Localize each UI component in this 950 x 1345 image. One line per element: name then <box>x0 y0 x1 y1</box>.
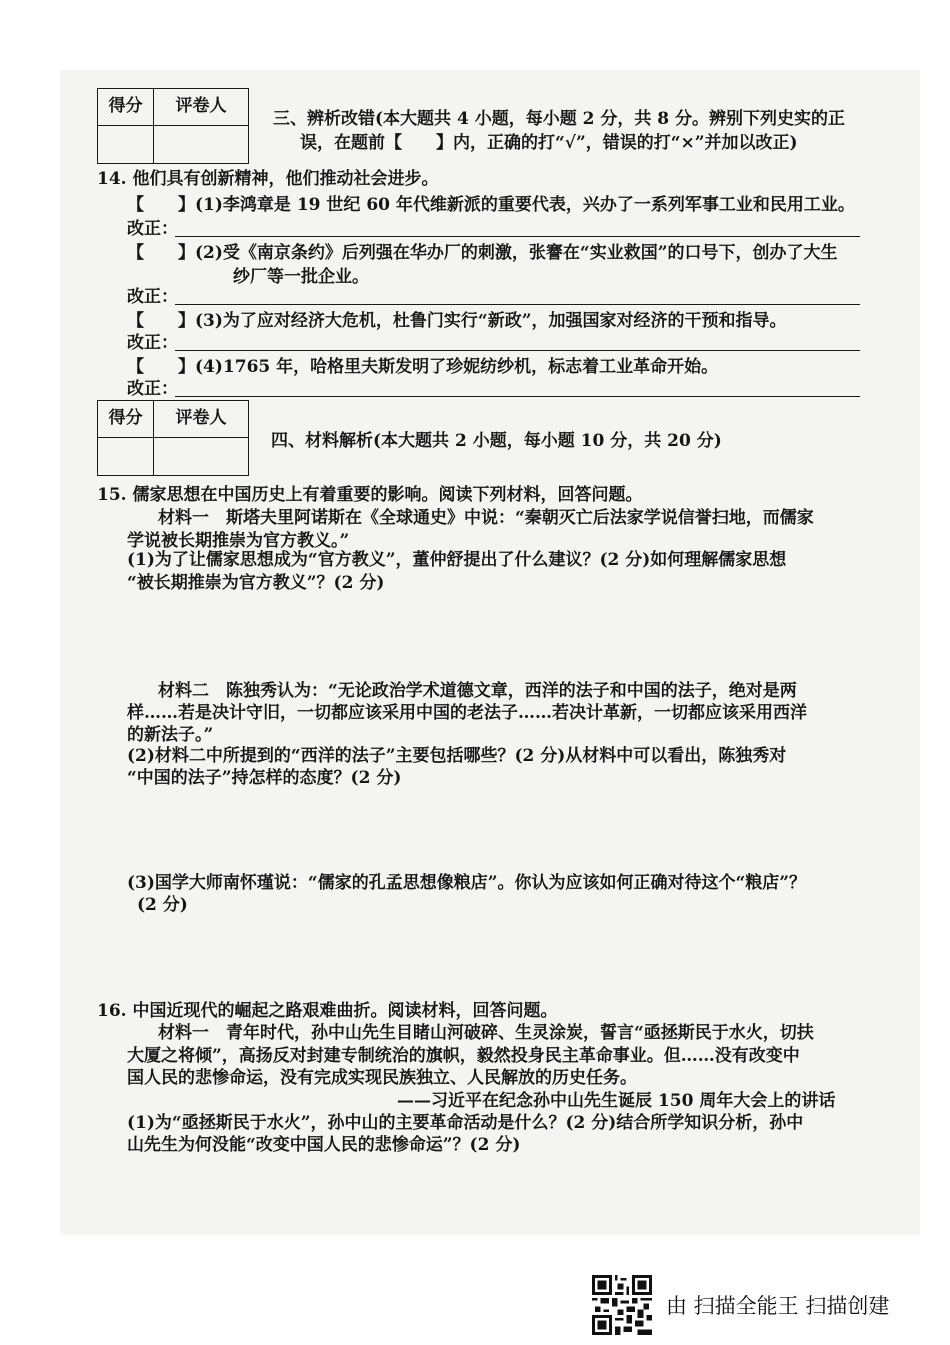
q14-stem: 14. 他们具有创新精神，他们推动社会进步。 <box>97 169 439 189</box>
grader-label-cell: 评卷人 <box>154 89 248 126</box>
q14-item-2: 【 】(2)受《南京条约》后列强在华办厂的刺激，张謇在“实业救国”的口号下，创办了大生 <box>127 243 838 263</box>
q14-fix-label-1: 改正： <box>127 219 178 239</box>
score-box-section4 <box>97 400 249 476</box>
q14-item-4: 【 】(4)1765 年，哈格里夫斯发明了珍妮纺纱机，标志着工业革命开始。 <box>127 357 719 377</box>
q15-material2-line2: 样……若是决计守旧，一切都应该采用中国的老法子……若决计革新，一切都应该采用西洋 <box>127 703 807 723</box>
q15-question1-line2: “被长期推崇为官方教义”？(2 分) <box>127 573 385 593</box>
q14-answer-line-1[interactable] <box>175 236 860 237</box>
q16-material1-line2: 大厦之将倾”，高扬反对封建专制统治的旗帜，毅然投身民主革命事业。但……没有改变中 <box>127 1046 800 1066</box>
q15-question1-line1: (1)为了让儒家思想成为“官方教义”，董仲舒提出了什么建议？(2 分)如何理解儒家思想 <box>127 550 787 570</box>
q14-item-1: 【 】(1)李鸿章是 19 世纪 60 年代维新派的重要代表，兴办了一系列军事工业和民用工业。 <box>127 195 855 215</box>
q16-stem: 16. 中国近现代的崛起之路艰难曲折。阅读材料，回答问题。 <box>97 1001 558 1021</box>
q15-material2-line1: 材料二 陈独秀认为：“无论政治学术道德文章，西洋的法子和中国的法子，绝对是两 <box>158 681 797 701</box>
score-value-cell[interactable] <box>98 438 154 475</box>
score-label-cell: 得分 <box>98 401 154 438</box>
grader-value-cell[interactable] <box>154 438 248 475</box>
q14-answer-line-3[interactable] <box>175 350 860 351</box>
q15-question3-line1: (3)国学大师南怀瑾说：“儒家的孔孟思想像粮店”。你认为应该如何正确对待这个“粮店”？ <box>127 873 807 893</box>
q16-source: ——习近平在纪念孙中山先生诞辰 150 周年大会上的讲话 <box>397 1091 836 1111</box>
section3-title-line1: 三、辨析改错(本大题共 4 小题，每小题 2 分，共 8 分。辨别下列史实的正 <box>273 109 846 129</box>
q14-fix-label-2: 改正： <box>127 287 178 307</box>
q14-item-3: 【 】(3)为了应对经济大危机，杜鲁门实行“新政”，加强国家对经济的干预和指导。 <box>127 311 787 331</box>
q14-item-2-cont: 纱厂等一批企业。 <box>233 267 369 287</box>
q15-question2-line2: “中国的法子”持怎样的态度？(2 分) <box>127 768 402 788</box>
scanner-watermark-text: 由 扫描全能王 扫描创建 <box>666 1294 890 1318</box>
grader-value-cell[interactable] <box>154 126 248 163</box>
q14-answer-line-2[interactable] <box>175 304 860 305</box>
score-label-cell: 得分 <box>98 89 154 126</box>
q16-question1-line1: (1)为“亟拯斯民于水火”，孙中山的主要革命活动是什么？(2 分)结合所学知识分析，孙中 <box>127 1113 804 1133</box>
section4-title: 四、材料解析(本大题共 2 小题，每小题 10 分，共 20 分) <box>271 431 722 451</box>
q14-fix-label-3: 改正： <box>127 333 178 353</box>
q15-stem: 15. 儒家思想在中国历史上有着重要的影响。阅读下列材料，回答问题。 <box>97 485 643 505</box>
score-box-section3 <box>97 88 249 164</box>
q15-material1-line1: 材料一 斯塔夫里阿诺斯在《全球通史》中说：“秦朝灭亡后法家学说信誉扫地，而儒家 <box>158 508 814 528</box>
section3-title-line2: 误，在题前【 】内，正确的打“√”，错误的打“×”并加以改正) <box>300 133 798 153</box>
q16-material1-line3: 国人民的悲惨命运，没有完成实现民族独立、人民解放的历史任务。 <box>127 1068 637 1088</box>
q14-answer-line-4[interactable] <box>175 396 860 397</box>
q15-material1-line2: 学说被长期推崇为官方教义。” <box>127 531 350 551</box>
qr-code-icon <box>592 1275 652 1335</box>
q16-question1-line2: 山先生为何没能“改变中国人民的悲惨命运”？(2 分) <box>127 1135 521 1155</box>
score-value-cell[interactable] <box>98 126 154 163</box>
q15-question2-line1: (2)材料二中所提到的“西洋的法子”主要包括哪些？(2 分)从材料中可以看出，陈独秀对 <box>127 746 787 766</box>
q14-fix-label-4: 改正： <box>127 379 178 399</box>
q16-material1-line1: 材料一 青年时代，孙中山先生目睹山河破碎、生灵涂炭，誓言“亟拯斯民于水火，切扶 <box>158 1023 814 1043</box>
q15-material2-line3: 的新法子。” <box>127 725 214 745</box>
q15-question3-line2: (2 分) <box>137 895 188 915</box>
grader-label-cell: 评卷人 <box>154 401 248 438</box>
